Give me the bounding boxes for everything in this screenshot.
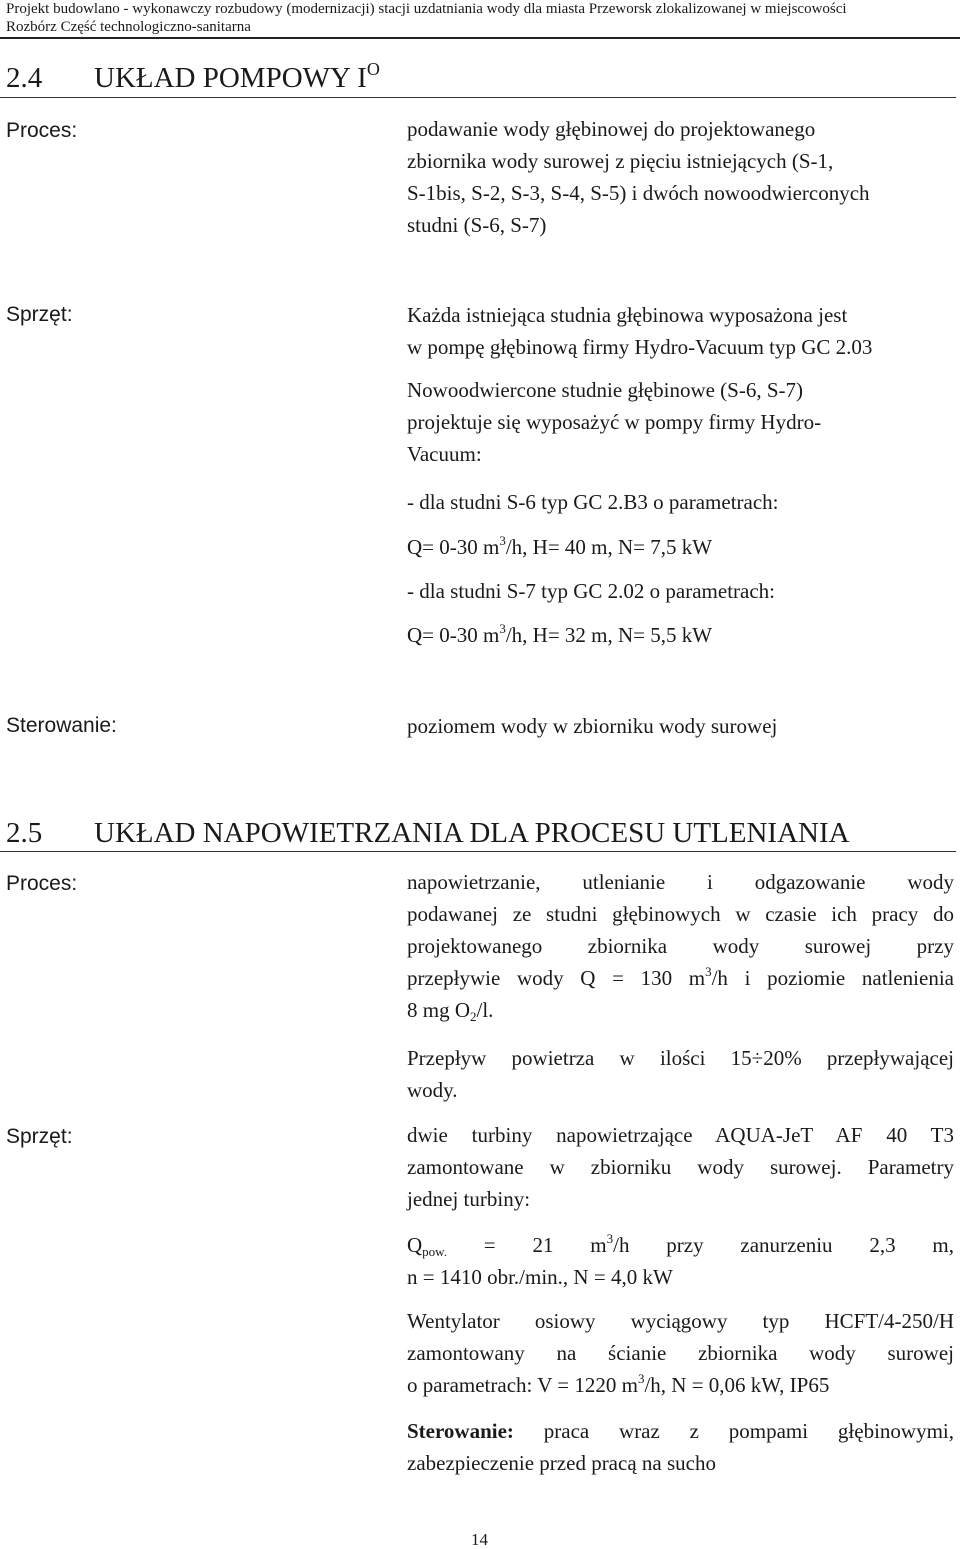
s7-params-sup: 3 — [499, 621, 506, 636]
sterowanie-l1-rest: praca wraz z pompami głębinowymi, — [513, 1419, 954, 1443]
proces-text — [407, 866, 954, 1026]
proces-label: Proces: — [6, 119, 78, 142]
went-l3-sup: 3 — [637, 1371, 645, 1386]
page-number: 14 — [471, 1530, 488, 1549]
section-title: UKŁAD NAPOWIETRZANIA DLA PROCESU UTLENIANIA — [94, 817, 850, 849]
sprzet-line: dwie turbiny napowietrzające AQUA-JeT AF 40 T3 — [407, 1123, 954, 1147]
nowe-studnie-line: Nowoodwiercone studnie głębinowe (S-6, S-7) — [407, 378, 804, 402]
proces-text — [407, 113, 870, 241]
proces-l4-pre: przepływie wody Q = 130 m — [407, 966, 706, 990]
proces-line: napowietrzanie, utlenianie i odgazowanie wody — [407, 870, 954, 894]
turbine-params-line — [407, 1229, 954, 1261]
proces-label: Proces: — [6, 872, 78, 895]
section-title-superscript: O — [366, 59, 380, 79]
turbine-params — [407, 1229, 954, 1293]
s6-params-rest: /h, H= 40 m, N= 7,5 kW — [505, 535, 713, 559]
wentylator-line: Wentylator osiowy wyciągowy typ HCFT/4-250/H — [407, 1309, 954, 1333]
proces-l5-sub: 2 — [470, 1009, 477, 1024]
sprzet-line: w pompę głębinową firmy Hydro-Vacuum typ GC 2.03 — [407, 335, 873, 359]
qpow-post: /h przy zanurzeniu 2,3 m, — [613, 1233, 955, 1257]
proces-l5-pre: 8 mg O — [407, 998, 470, 1022]
qpow-q: Q — [407, 1233, 423, 1257]
nowe-studnie-line: Vacuum: — [407, 442, 482, 466]
qpow-sup: 3 — [606, 1231, 614, 1246]
header-line-1: Projekt budowlano - wykonawczy rozbudowy (modernizacji) stacji uzdatniania wody dla miasta Przeworsk zlokalizowanej w miejscowości — [6, 1, 847, 17]
sterowanie-text — [407, 1415, 954, 1479]
section-title: UKŁAD POMPOWY I — [94, 62, 367, 94]
section-2-4-rule — [0, 97, 956, 98]
sprzet-label: Sprzęt: — [6, 303, 73, 326]
proces-l4-post: /h i poziomie natlenienia — [711, 966, 954, 990]
section-number: 2.5 — [6, 817, 43, 849]
sterowanie-line: zabezpieczenie przed pracą na sucho — [407, 1451, 716, 1475]
went-l3-pre: o parametrach: V = 1220 m — [407, 1373, 638, 1397]
s6-params-q: Q= 0-30 m — [407, 535, 500, 559]
wentylator-line: zamontowany na ścianie zbiornika wody surowej — [407, 1341, 954, 1365]
sterowanie-text: poziomem wody w zbiorniku wody surowej — [407, 714, 778, 738]
wentylator-text — [407, 1305, 954, 1401]
proces-line — [407, 962, 954, 994]
section-number: 2.4 — [6, 62, 43, 94]
proces-line: studni (S-6, S-7) — [407, 213, 547, 237]
qpow-sub: pow. — [422, 1244, 447, 1259]
s6-line: - dla studni S-6 typ GC 2.B3 o parametrach: — [407, 490, 779, 514]
proces-l4-sup: 3 — [705, 964, 712, 979]
s6-params — [407, 531, 712, 563]
sterowanie-label: Sterowanie: — [6, 714, 117, 737]
sprzet-label: Sprzęt: — [6, 1125, 73, 1148]
proces-line: S-1bis, S-2, S-3, S-4, S-5) i dwóch nowoodwierconych — [407, 181, 870, 205]
turbine-params-line: n = 1410 obr./min., N = 4,0 kW — [407, 1265, 673, 1289]
proces-line — [407, 994, 954, 1026]
s7-line: - dla studni S-7 typ GC 2.02 o parametrach: — [407, 579, 776, 603]
sterowanie-line — [407, 1415, 954, 1447]
went-l3-post: /h, N = 0,06 kW, IP65 — [644, 1373, 830, 1397]
header-rule — [0, 37, 960, 39]
section-2-4-heading — [6, 59, 956, 94]
qpow-mid: = 21 m — [446, 1233, 607, 1257]
przeplyw-text — [407, 1042, 954, 1106]
wentylator-line — [407, 1369, 954, 1401]
sprzet-line: Każda istniejąca studnia głębinowa wyposażona jest — [407, 303, 848, 327]
section-2-5-heading — [6, 817, 956, 849]
sterowanie-inline-label: Sterowanie: — [407, 1419, 514, 1443]
nowe-studnie-text — [407, 374, 821, 470]
przeplyw-line: Przepływ powietrza w ilości 15÷20% przepływającej — [407, 1046, 954, 1070]
przeplyw-line: wody. — [407, 1078, 458, 1102]
s7-params — [407, 619, 712, 651]
sprzet-line: zamontowane w zbiorniku wody surowej. Parametry — [407, 1155, 954, 1179]
section-2-5-rule — [0, 851, 956, 852]
sprzet-line: jednej turbiny: — [407, 1187, 531, 1211]
sprzet-text — [407, 1119, 954, 1215]
nowe-studnie-line: projektuje się wyposażyć w pompy firmy Hydro- — [407, 410, 822, 434]
s7-params-q: Q= 0-30 m — [407, 623, 500, 647]
sprzet-text — [407, 299, 872, 363]
s6-params-sup: 3 — [499, 533, 506, 548]
header-line-2: Rozbórz Część technologiczno-sanitarna — [6, 19, 251, 35]
s7-params-rest: /h, H= 32 m, N= 5,5 kW — [505, 623, 713, 647]
proces-line: podawanej ze studni głębinowych w czasie ich pracy do — [407, 902, 954, 926]
proces-line: projektowanego zbiornika wody surowej przy — [407, 934, 954, 958]
proces-line: podawanie wody głębinowej do projektowanego — [407, 117, 816, 141]
proces-line: zbiornika wody surowej z pięciu istniejących (S-1, — [407, 149, 834, 173]
page-header — [6, 0, 956, 36]
proces-l5-post: /l. — [476, 998, 494, 1022]
